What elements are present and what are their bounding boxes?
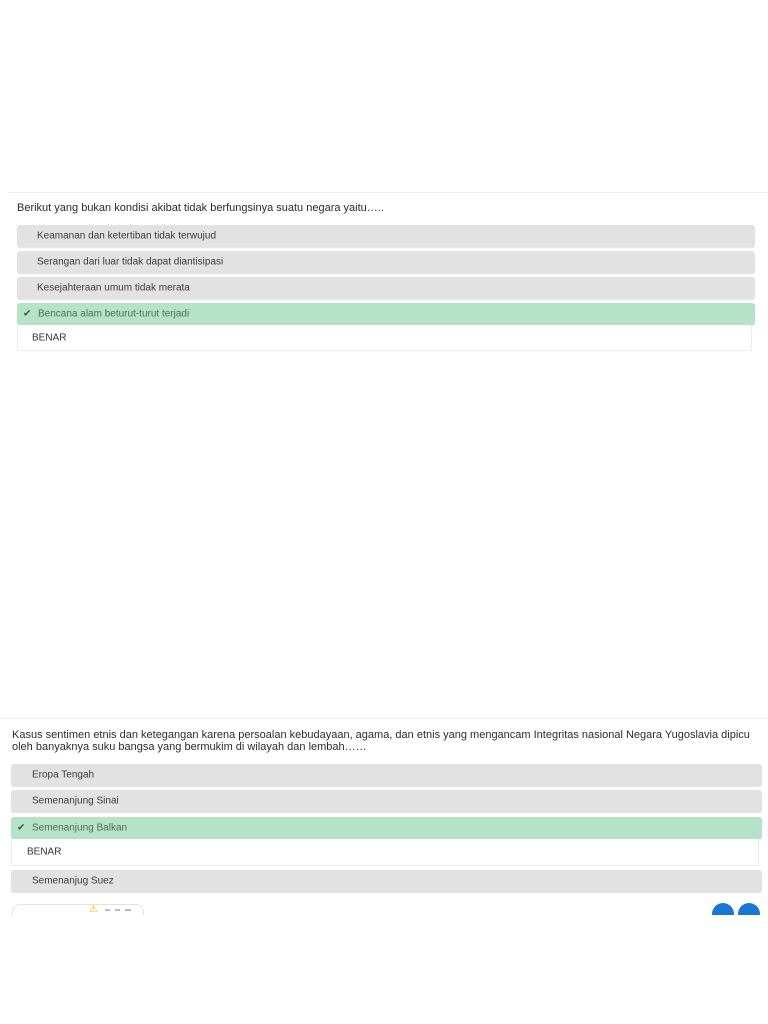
check-icon: ✔ xyxy=(23,308,32,320)
question-text: Kasus sentimen etnis dan ketegangan karena persoalan kebudayaan, agama, dan etnis yang mengancam Integritas nasional Negara Yugoslavia dipicu oleh banyaknya suku bangsa yang bermukim di wilayah dan lembah…… xyxy=(12,729,750,753)
question-text: Berikut yang bukan kondisi akibat tidak berfungsinya suatu negara yaitu….. xyxy=(17,202,384,214)
option-label: Keamanan dan ketertiban tidak terwujud xyxy=(37,230,217,242)
bottom-whitespace xyxy=(0,915,768,1024)
answer-option-d[interactable] xyxy=(11,870,762,892)
option-label: Bencana alam beturut-turut terjadi xyxy=(38,308,190,320)
answer-option-b[interactable] xyxy=(17,251,755,273)
check-icon: ✔ xyxy=(17,822,26,834)
result-text: BENAR xyxy=(32,332,67,343)
dots-placeholder xyxy=(105,909,131,911)
question-card-2 xyxy=(0,718,768,919)
option-label: Semenanjung Balkan xyxy=(32,822,128,834)
option-label: Serangan dari luar tidak dapat diantisipasi xyxy=(37,256,224,268)
answer-option-a[interactable] xyxy=(17,225,755,247)
answer-option-a[interactable] xyxy=(11,764,762,786)
option-label: Semenanjung Sinai xyxy=(32,795,119,807)
option-label: Semenanjug Suez xyxy=(32,875,114,887)
result-box xyxy=(11,839,759,866)
option-label: Eropa Tengah xyxy=(32,769,95,781)
warning-icon: ⚠ xyxy=(89,904,98,915)
result-box xyxy=(17,325,752,351)
answer-option-d-correct[interactable] xyxy=(17,303,755,325)
answer-option-b[interactable] xyxy=(11,790,762,812)
answer-option-c[interactable] xyxy=(17,277,755,299)
question-card-1 xyxy=(8,192,768,353)
answer-option-c-correct[interactable] xyxy=(11,817,762,839)
option-label: Kesejahteraan umum tidak merata xyxy=(37,282,190,294)
result-text: BENAR xyxy=(27,846,62,858)
